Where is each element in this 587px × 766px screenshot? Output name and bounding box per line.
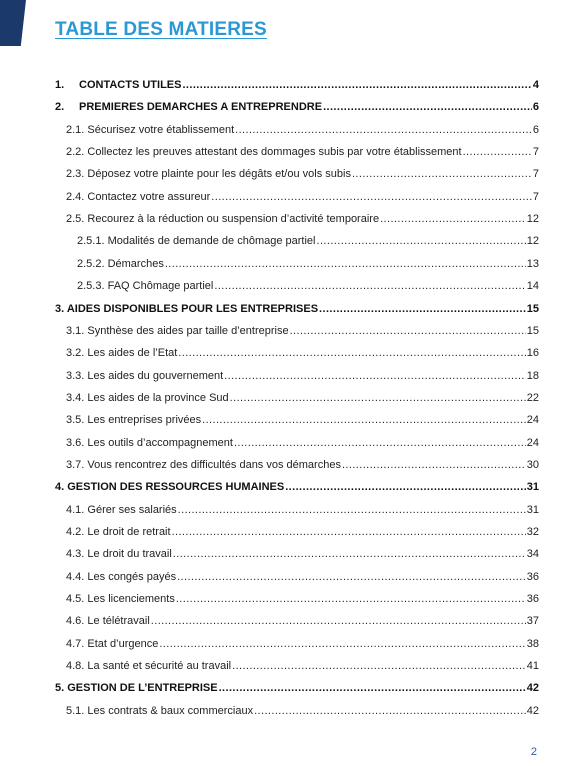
toc-entry-page: 7 — [532, 190, 539, 203]
dot-leader — [234, 436, 526, 450]
toc-entry-label: 4.6. Le télétravail — [66, 615, 150, 628]
toc-entry-page: 38 — [526, 637, 539, 650]
toc-entry-page: 18 — [526, 369, 539, 382]
dot-leader — [219, 681, 526, 695]
toc-entry[interactable] — [55, 391, 539, 405]
toc-entry-label: 3.1. Synthèse des aides par taille d’entreprise — [66, 324, 289, 337]
dot-leader — [172, 525, 526, 539]
dot-leader — [235, 123, 532, 137]
toc-entry[interactable] — [55, 659, 539, 673]
toc-entry[interactable] — [55, 324, 539, 338]
dot-leader — [352, 167, 532, 181]
toc-entry-label: 2.4. Contactez votre assureur — [66, 190, 211, 203]
toc-entry-page: 24 — [526, 414, 539, 427]
toc-entry-page: 24 — [526, 436, 539, 449]
toc-entry-page: 12 — [526, 213, 539, 226]
toc-entry-page: 31 — [526, 481, 539, 494]
toc-entry-page: 42 — [526, 682, 539, 695]
toc-entry-page: 15 — [526, 302, 539, 315]
toc-entry-page: 13 — [526, 257, 539, 270]
toc-entry-page: 4 — [532, 79, 539, 91]
dot-leader — [254, 704, 526, 718]
toc-entry[interactable] — [55, 167, 539, 181]
dot-leader — [317, 234, 526, 248]
dot-leader — [202, 413, 526, 427]
dot-leader — [182, 78, 531, 92]
toc-entry-label: 4.3. Le droit du travail — [66, 548, 172, 561]
toc-entry-label: 2.5.1. Modalités de demande de chômage partiel — [77, 235, 316, 248]
toc-entry[interactable] — [55, 302, 539, 316]
toc-entry-page: 41 — [526, 660, 539, 673]
toc-entry[interactable] — [55, 681, 539, 695]
toc-entry[interactable] — [55, 525, 539, 539]
toc-entry[interactable] — [55, 503, 539, 517]
toc-entry-label: PREMIERES DEMARCHES A ENTREPRENDRE — [79, 101, 323, 114]
toc-entry[interactable] — [55, 592, 539, 606]
dot-leader — [290, 324, 526, 338]
dot-leader — [232, 659, 526, 673]
toc-entry[interactable] — [55, 78, 539, 92]
toc-entry-label: CONTACTS UTILES — [79, 79, 182, 91]
toc-entry-label: 4.4. Les congés payés — [66, 570, 177, 583]
toc-entry-label: 4.5. Les licenciements — [66, 593, 175, 606]
toc-entry-page: 32 — [526, 526, 539, 538]
toc-entry-page: 7 — [532, 146, 539, 159]
toc-entry[interactable] — [55, 480, 539, 494]
toc-entry-number: 2. — [55, 101, 65, 114]
toc-entry-page: 36 — [526, 570, 539, 583]
toc-entry-label: 3.6. Les outils d’accompagnement — [66, 436, 233, 449]
toc-entry-label: 4.8. La santé et sécurité au travail — [66, 660, 232, 673]
toc-entry-page: 22 — [526, 391, 539, 404]
toc-entry-label: 4.1. Gérer ses salariés — [66, 503, 177, 516]
toc-entry[interactable] — [55, 123, 539, 137]
toc-entry-label: 3. AIDES DISPONIBLES POUR LES ENTREPRISES — [55, 302, 319, 315]
toc-entry-page: 42 — [526, 704, 539, 717]
toc-entry[interactable] — [55, 436, 539, 450]
dot-leader — [178, 346, 525, 360]
toc-entry-label: 3.3. Les aides du gouvernement — [66, 369, 224, 382]
toc-entry-page: 34 — [526, 548, 539, 561]
dot-leader — [159, 637, 525, 651]
toc-entry[interactable] — [55, 234, 539, 248]
toc-entry-label: 3.4. Les aides de la province Sud — [66, 391, 229, 404]
toc-entry-page: 12 — [526, 235, 539, 248]
page-title: TABLE DES MATIERES — [55, 19, 267, 40]
toc-entry-label: 5. GESTION DE L’ENTREPRISE — [55, 682, 218, 695]
toc-entry-label: 4.7. Etat d’urgence — [66, 637, 159, 650]
toc-entry[interactable] — [55, 346, 539, 360]
toc-entry-label: 3.5. Les entreprises privées — [66, 414, 202, 427]
toc-entry[interactable] — [55, 190, 539, 204]
toc-entry-page: 6 — [532, 101, 539, 114]
toc-entry-label: 2.1. Sécurisez votre établissement — [66, 123, 235, 136]
toc-entry-page: 36 — [526, 593, 539, 606]
toc-entry-label: 2.5.2. Démarches — [77, 257, 164, 270]
toc-entry[interactable] — [55, 458, 539, 472]
toc-entry-label: 3.7. Vous rencontrez des difficultés dans vos démarches — [66, 458, 341, 471]
dot-leader — [230, 391, 526, 405]
dot-leader — [342, 458, 526, 472]
toc-entry-page: 16 — [526, 347, 539, 360]
toc-entry-label: 4.2. Le droit de retrait — [66, 526, 171, 538]
dot-leader — [151, 614, 526, 628]
dot-leader — [173, 547, 526, 561]
dot-leader — [178, 503, 526, 517]
dot-leader — [177, 570, 526, 584]
toc-entry-page: 37 — [526, 615, 539, 628]
toc-entry-page: 6 — [532, 123, 539, 136]
toc-entry-label: 4. GESTION DES RESSOURCES HUMAINES — [55, 481, 285, 494]
toc-entry[interactable] — [55, 570, 539, 584]
toc-entry-label: 2.5.3. FAQ Chômage partiel — [77, 280, 214, 293]
dot-leader — [176, 592, 526, 606]
toc-entry-number: 1. — [55, 79, 65, 91]
toc-entry-label: 2.5. Recourez à la réduction ou suspension d’activité temporaire — [66, 213, 380, 226]
dot-leader — [463, 145, 532, 159]
toc-entry[interactable] — [55, 145, 539, 159]
toc-entry-page: 14 — [526, 280, 539, 293]
page-number: 2 — [530, 746, 537, 758]
dot-leader — [224, 369, 526, 383]
toc-entry-page: 30 — [526, 458, 539, 471]
toc-entry[interactable] — [55, 547, 539, 561]
toc-entry-page: 15 — [526, 324, 539, 337]
toc-entry[interactable] — [55, 413, 539, 427]
toc-entry[interactable] — [55, 257, 539, 271]
dot-leader — [323, 100, 532, 114]
toc-entry[interactable] — [55, 100, 539, 114]
corner-decoration — [0, 0, 26, 46]
dot-leader — [211, 190, 532, 204]
toc-entry-page: 7 — [532, 168, 539, 181]
toc-entry[interactable] — [55, 279, 539, 293]
dot-leader — [380, 212, 526, 226]
toc-entry-label: 3.2. Les aides de l’Etat — [66, 347, 178, 360]
dot-leader — [165, 257, 526, 271]
dot-leader — [319, 302, 526, 316]
toc-entry[interactable] — [55, 614, 539, 628]
toc-entry-label: 2.3. Déposez votre plainte pour les dégâts et/ou vols subis — [66, 168, 351, 181]
dot-leader — [285, 480, 526, 494]
toc-entry[interactable] — [55, 369, 539, 383]
toc-entry-label: 2.2. Collectez les preuves attestant des dommages subis par votre établissement — [66, 146, 462, 159]
toc-entry[interactable] — [55, 212, 539, 226]
dot-leader — [214, 279, 525, 293]
toc-entry-label: 5.1. Les contrats & baux commerciaux — [66, 704, 254, 717]
toc-entry[interactable] — [55, 704, 539, 718]
toc-entry[interactable] — [55, 637, 539, 651]
toc-entry-page: 31 — [526, 503, 539, 516]
